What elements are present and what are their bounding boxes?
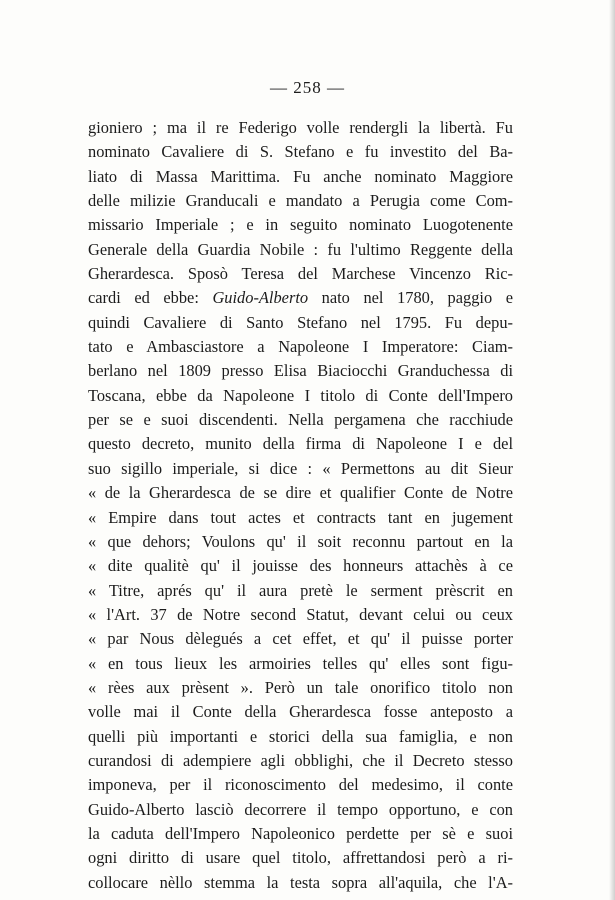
page-edge-shadow: [609, 0, 615, 900]
text-line: « Empire dans tout actes et contracts tant en jugement: [88, 507, 513, 527]
text-line: « que dehors; Voulons qu' il soit reconnu partout en la: [88, 531, 513, 551]
italic-name: Guido-Alberto: [212, 288, 309, 308]
text-line: berlano nel 1809 presso Elisa Biaciocchi Granduchessa di: [88, 361, 513, 381]
text-line: Generale della Guardia Nobile : fu l'ultimo Reggente della: [88, 239, 513, 259]
text-line: « en tous lieux les armoiries telles qu' elles sont figu-: [88, 653, 513, 673]
text-line: collocare nèllo stemma la testa sopra all'aquila, che l'A-: [88, 872, 513, 892]
text-line: la caduta dell'Impero Napoleonico perdette per sè e suoi: [88, 823, 513, 843]
body-text: [88, 116, 513, 895]
text-line: « dite qualitè qu' il jouisse des honneurs attachès à ce: [88, 556, 513, 576]
text-line: « l'Art. 37 de Notre second Statut, devant celui ou ceux: [88, 604, 513, 624]
text-line: volle mai il Conte della Gherardesca fosse anteposto a: [88, 702, 513, 722]
text-line: « rèes aux prèsent ». Però un tale onorifico titolo non: [88, 677, 513, 697]
text-line: « Titre, aprés qu' il aura pretè le serment prèscrit en: [88, 580, 513, 600]
text-line: delle milizie Granducali e mandato a Perugia come Com-: [88, 191, 513, 211]
text-line: quindi Cavaliere di Santo Stefano nel 1795. Fu depu-: [88, 312, 513, 332]
text-line: gioniero ; ma il re Federigo volle rendergli la libertà. Fu: [88, 118, 513, 137]
text-line: cardi ed ebbe: Guido-Alberto nato nel 1780, paggio e: [88, 288, 513, 308]
text-line: liato di Massa Marittima. Fu anche nominato Maggiore: [88, 166, 513, 186]
text-line: questo decreto, munito della firma di Napoleone I e del: [88, 434, 513, 454]
page-number: — 258 —: [270, 78, 345, 97]
text-line: missario Imperiale ; e in seguito nominato Luogotenente: [88, 215, 513, 235]
text-line: Guido-Alberto lasciò decorrere il tempo opportuno, e con: [88, 799, 513, 819]
text-line: « de la Gherardesca de se dire et qualifier Conte de Notre: [88, 483, 513, 503]
text-line: nominato Cavaliere di S. Stefano e fu investito del Ba-: [88, 142, 513, 162]
text-line: ogni diritto di usare quel titolo, affrettandosi però a ri-: [88, 848, 513, 868]
text-line: imponeva, per il riconoscimento del medesimo, il conte: [88, 775, 513, 795]
text-line: curandosi di adempiere agli obblighi, che il Decreto stesso: [88, 750, 513, 770]
text-line: per se e suoi discendenti. Nella pergamena che racchiude: [88, 410, 513, 430]
text-line: Toscana, ebbe da Napoleone I titolo di Conte dell'Impero: [88, 385, 513, 405]
text-line: Gherardesca. Sposò Teresa del Marchese Vincenzo Ric-: [88, 264, 513, 284]
text-line: « par Nous dèlegués a cet effet, et qu' il puisse porter: [88, 629, 513, 649]
text-line: suo sigillo imperiale, si dice : « Permettons au dit Sieur: [88, 458, 513, 478]
text-line: tato e Ambasciastore a Napoleone I Imperatore: Ciam-: [88, 337, 513, 357]
text-line: quelli più importanti e storici della sua famiglia, e non: [88, 726, 513, 746]
